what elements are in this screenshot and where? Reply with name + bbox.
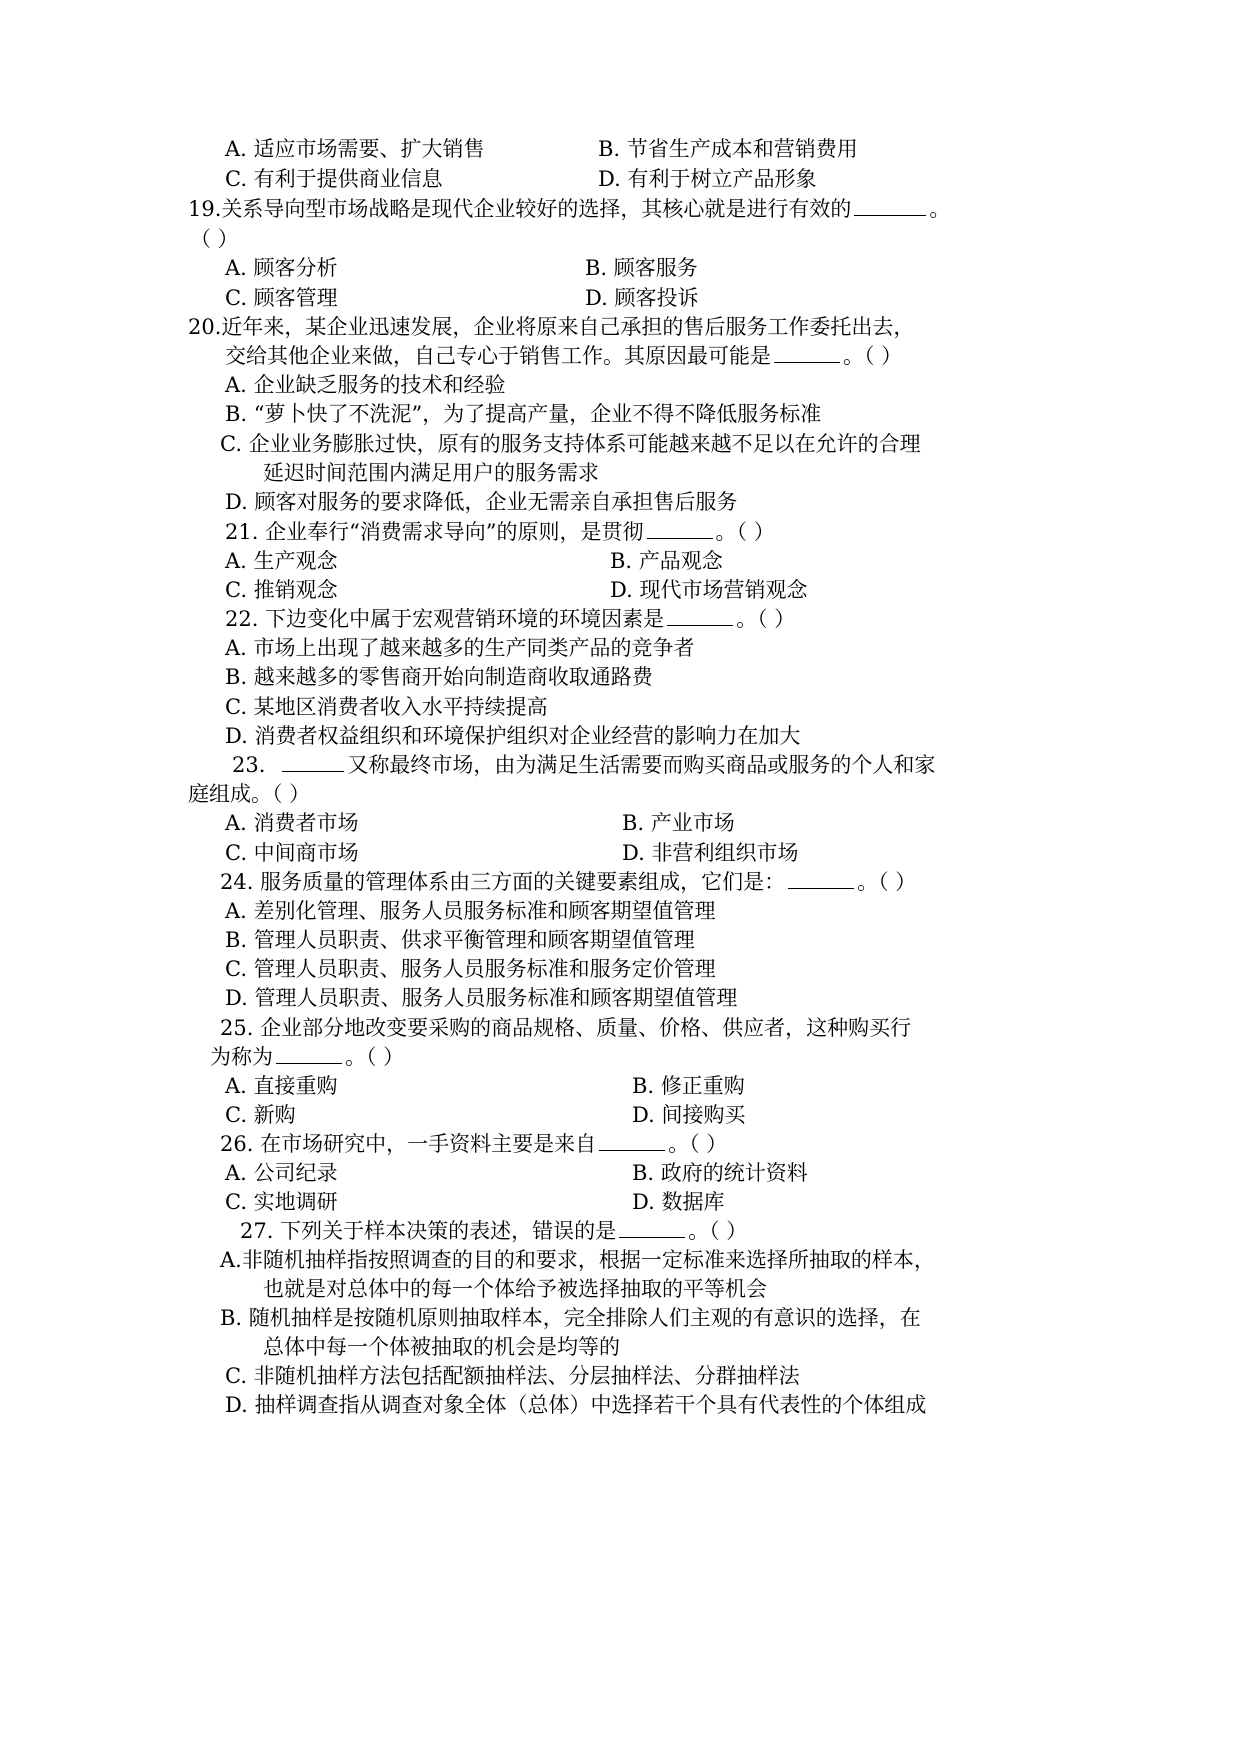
answer-blank — [788, 868, 854, 889]
option-d: D. 数据库 — [632, 1190, 725, 1214]
option-b: B. 顾客服务 — [585, 256, 698, 280]
option-a-cont: 也就是对总体中的每一个体给予被选择抽取的平等机会 — [263, 1277, 767, 1301]
option-d: D. 抽样调查指从调查对象全体（总体）中选择若干个具有代表性的个体组成 — [225, 1393, 927, 1417]
answer-blank — [619, 1217, 685, 1238]
option-d: D. 有利于树立产品形象 — [598, 167, 817, 191]
option-c: C. 顾客管理 — [225, 286, 338, 310]
question-24-stem: 24. 服务质量的管理体系由三方面的关键要素组成，它们是： 。（ ） — [220, 870, 917, 894]
answer-blank — [774, 342, 840, 363]
option-d: D. 现代市场营销观念 — [610, 578, 808, 602]
option-a: A.非随机抽样指按照调查的目的和要求，根据一定标准来选择所抽取的样本， — [220, 1248, 935, 1272]
option-a: A. 消费者市场 — [225, 811, 359, 835]
question-23-stem: 23. 又称最终市场，由为满足生活需要而购买商品或服务的个人和家 — [232, 753, 936, 777]
question-20-stem: 20.近年来，某企业迅速发展，企业将原来自己承担的售后服务工作委托出去， — [188, 315, 915, 339]
answer-blank — [667, 605, 733, 626]
option-a: A. 公司纪录 — [225, 1161, 338, 1185]
question-22-stem: 22. 下边变化中属于宏观营销环境的环境因素是 。（ ） — [225, 607, 796, 631]
option-b-cont: 总体中每一个体被抽取的机会是均等的 — [263, 1335, 620, 1359]
option-d: D. 非营利组织市场 — [622, 841, 799, 865]
option-d: D. 顾客投诉 — [585, 286, 699, 310]
answer-blank — [282, 751, 344, 772]
answer-bracket: （ ） — [190, 227, 239, 251]
option-c: C. 某地区消费者收入水平持续提高 — [225, 695, 548, 719]
option-d: D. 管理人员职责、服务人员服务标准和顾客期望值管理 — [225, 986, 738, 1010]
option-b: B. 产业市场 — [622, 811, 735, 835]
question-20-stem-cont: 交给其他企业来做，自己专心于销售工作。其原因最可能是 。（ ） — [225, 344, 903, 368]
option-a: A. 直接重购 — [225, 1074, 338, 1098]
question-21-stem: 21. 企业奉行“消费需求导向”的原则，是贯彻 。（ ） — [225, 520, 775, 544]
question-25-stem: 25. 企业部分地改变要采购的商品规格、质量、价格、供应者，这种购买行 — [220, 1016, 912, 1040]
option-d: D. 消费者权益组织和环境保护组织对企业经营的影响力在加大 — [225, 724, 801, 748]
question-26-stem: 26. 在市场研究中，一手资料主要是来自 。（ ） — [220, 1132, 728, 1156]
option-c: C. 中间商市场 — [225, 841, 359, 865]
answer-blank — [276, 1043, 342, 1064]
option-b: B. 修正重购 — [632, 1074, 745, 1098]
option-b: B. 节省生产成本和营销费用 — [598, 137, 858, 161]
option-a: A. 顾客分析 — [225, 256, 338, 280]
option-d: D. 顾客对服务的要求降低，企业无需亲自承担售后服务 — [225, 490, 738, 514]
option-c: C. 推销观念 — [225, 578, 338, 602]
question-25-stem-cont: 为称为 。（ ） — [210, 1045, 405, 1069]
option-c-cont: 延迟时间范围内满足用户的服务需求 — [263, 461, 599, 485]
option-b: B. 管理人员职责、供求平衡管理和顾客期望值管理 — [225, 928, 695, 952]
option-c: C. 新购 — [225, 1103, 296, 1127]
option-b: B. “萝卜快了不洗泥”，为了提高产量，企业不得不降低服务标准 — [225, 402, 822, 426]
answer-blank — [854, 195, 926, 216]
option-b: B. 随机抽样是按随机原则抽取样本，完全排除人们主观的有意识的选择，在 — [220, 1306, 921, 1330]
option-b: B. 政府的统计资料 — [632, 1161, 808, 1185]
answer-blank — [647, 518, 713, 539]
option-c: C. 非随机抽样方法包括配额抽样法、分层抽样法、分群抽样法 — [225, 1364, 800, 1388]
option-b: B. 越来越多的零售商开始向制造商收取通路费 — [225, 665, 653, 689]
option-c: C. 有利于提供商业信息 — [225, 167, 443, 191]
question-23-stem-cont: 庭组成。（ ） — [188, 782, 311, 806]
option-d: D. 间接购买 — [632, 1103, 746, 1127]
option-a: A. 适应市场需要、扩大销售 — [225, 137, 485, 161]
option-a: A. 企业缺乏服务的技术和经验 — [225, 373, 506, 397]
option-c: C. 管理人员职责、服务人员服务标准和服务定价管理 — [225, 957, 716, 981]
option-a: A. 生产观念 — [225, 549, 338, 573]
option-a: A. 市场上出现了越来越多的生产同类产品的竞争者 — [225, 636, 695, 660]
option-b: B. 产品观念 — [610, 549, 723, 573]
option-c: C. 企业业务膨胀过快，原有的服务支持体系可能越来越不足以在允许的合理 — [220, 432, 921, 456]
answer-blank — [599, 1130, 665, 1151]
option-a: A. 差别化管理、服务人员服务标准和顾客期望值管理 — [225, 899, 716, 923]
option-c: C. 实地调研 — [225, 1190, 338, 1214]
question-19-stem: 19.关系导向型市场战略是现代企业较好的选择，其核心就是进行有效的 。 — [188, 197, 951, 221]
question-27-stem: 27. 下列关于样本决策的表述，错误的是 。（ ） — [240, 1219, 748, 1243]
